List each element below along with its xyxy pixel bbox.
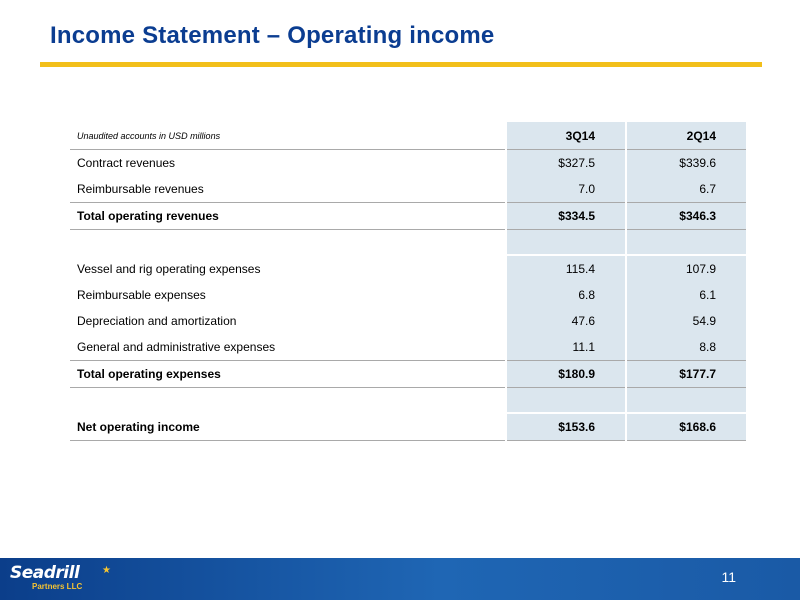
row-label: Contract revenues <box>77 156 176 170</box>
value-3q14: 115.4 <box>506 255 626 282</box>
spacer-row <box>70 388 746 414</box>
value-3q14: 47.6 <box>506 308 626 334</box>
value-2q14: $346.3 <box>626 203 746 230</box>
table-row <box>70 176 746 203</box>
row-label: Reimbursable revenues <box>70 176 506 203</box>
value-3q14: $334.5 <box>506 203 626 230</box>
footer-bar <box>0 558 800 600</box>
value-2q14: $339.6 <box>626 150 746 177</box>
row-label: Depreciation and amortization <box>77 314 237 328</box>
income-statement-table <box>70 122 746 441</box>
value-3q14: 11.1 <box>506 334 626 361</box>
value-2q14: 107.9 <box>626 255 746 282</box>
value-3q14: 7.0 <box>506 176 626 203</box>
value-3q14: 6.8 <box>506 282 626 308</box>
logo-name: Seadrill <box>10 563 80 583</box>
value-2q14: 54.9 <box>626 308 746 334</box>
table-caption: Unaudited accounts in USD millions <box>70 122 506 150</box>
value-2q14: 8.8 <box>626 334 746 361</box>
column-header-3q14: 3Q14 <box>506 122 626 150</box>
logo-subtitle: Partners LLC <box>32 582 83 591</box>
table-header-row <box>70 122 746 150</box>
row-label: Reimbursable expenses <box>77 288 206 302</box>
spacer-row <box>70 230 746 256</box>
row-label: Total operating expenses <box>70 361 506 388</box>
page-number: 11 <box>721 569 736 585</box>
value-2q14: $168.6 <box>626 413 746 441</box>
page-title: Income Statement – Operating income <box>50 22 495 49</box>
value-3q14: $327.5 <box>506 150 626 177</box>
value-2q14: $177.7 <box>626 361 746 388</box>
table-row <box>70 334 746 361</box>
column-header-2q14: 2Q14 <box>626 122 746 150</box>
table-row-net <box>70 413 746 441</box>
row-label: Net operating income <box>70 413 506 441</box>
row-label: Vessel and rig operating expenses <box>77 261 261 276</box>
company-logo <box>10 563 111 592</box>
value-2q14: 6.7 <box>626 176 746 203</box>
value-3q14: $153.6 <box>506 413 626 441</box>
star-icon: ★ <box>102 565 111 576</box>
title-divider <box>40 62 762 67</box>
table-row-total <box>70 203 746 230</box>
table-row <box>70 255 746 282</box>
table-row-total <box>70 361 746 388</box>
table-row <box>70 282 746 308</box>
table-row <box>70 150 746 177</box>
row-label: General and administrative expenses <box>70 334 506 361</box>
table-row <box>70 308 746 334</box>
value-3q14: $180.9 <box>506 361 626 388</box>
value-2q14: 6.1 <box>626 282 746 308</box>
row-label: Total operating revenues <box>70 203 506 230</box>
